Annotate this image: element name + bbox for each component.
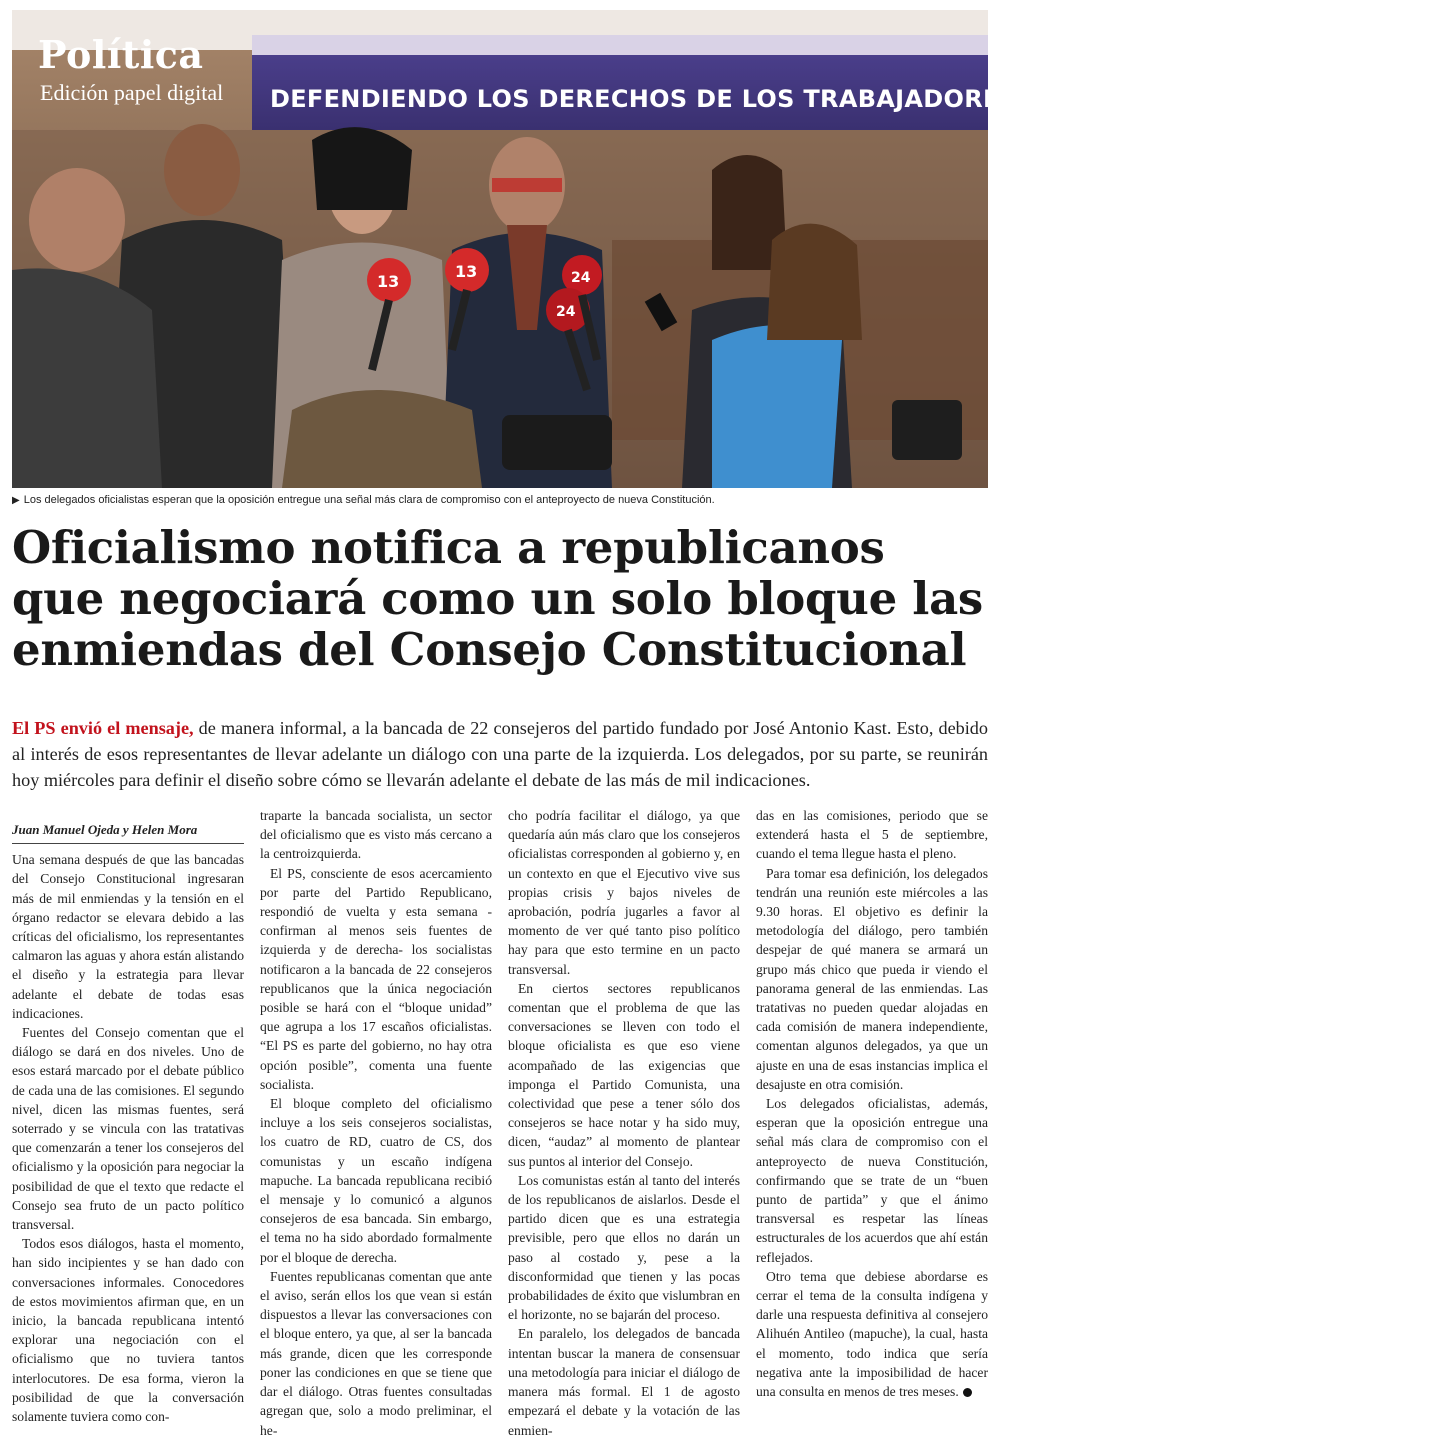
column-4-paragraph: das en las comisiones, periodo que se extenderá hasta el 5 de septiembre, cuando el tema llegue hasta el pleno. — [756, 808, 988, 862]
headline: Oficialismo notifica a republicanos que negociará como un solo bloque las enmiendas del Consejo Constitucional — [12, 521, 983, 676]
end-of-article-icon — [963, 1388, 972, 1397]
column-1-paragraph: Todos esos diálogos, hasta el momento, han sido incipientes y se han dado con conversaciones informales. Conocedores de estos movimientos afirman que, en un inicio, la bancada republicana intentó explorar una negociación con el oficialismo que no tuviera tantos interlocutores. De esa forma, vieron la posibilidad de que la conversación solamente tuviera como con- — [12, 1236, 244, 1425]
mic-label-3: 24 — [571, 270, 591, 286]
protest-banner-text: DEFENDIENDO LOS DERECHOS DE LOS TRABAJADORES Y TRABAJADORAS DEL ESTADO — [270, 85, 1447, 113]
column-3-paragraph: Los comunistas están al tanto del interés de los republicanos de aislarlos. Desde el partido dicen que es una estrategia previsible, pero que ellos no darán un paso al costado y, pese a la disconformidad que tienen y las pocas probabilidades de éxito que vislumbran en el horizonte, no se bajarán del proceso. — [508, 1172, 740, 1323]
lead-paragraph — [12, 715, 988, 793]
column-1-paragraph: Una semana después de que las bancadas del Consejo Constitucional ingresaran más de mil enmiendas y la tensión en el órgano redactor se elevara debido a las críticas del oficialismo, los representantes calmaron las aguas y ahora están alistando el diseño y la estrategia para llevar adelante el debate de todas esas indicaciones. — [12, 852, 244, 1021]
column-4-paragraph: Para tomar esa definición, los delegados tendrán una reunión este miércoles a las 9.30 horas. El objetivo es definir la metodología del diálogo, pero también despejar de qué manera se armará un grupo más chico que pueda ir viendo el panorama general de las enmiendas. Las tratativas no pueden quedar alojadas en cada comisión de manera independiente, comentan algunos delegados, ya que un ajuste en una de esas instancias implica el desajuste en otra comisión. — [756, 865, 988, 1092]
edition-label: Edición papel digital — [40, 80, 224, 105]
section-label: Política — [38, 32, 204, 77]
column-2-paragraph: Fuentes republicanas comentan que ante el aviso, serán ellos los que vean si están dispuestos a llevar las conversaciones con el bloque entero, ya que, al ser la bancada más grande, dicen que les corresponde poner las condiciones en que se tiene que dar el diálogo. Otras fuentes consultadas agregan que, solo a modo preliminar, el he- — [260, 1268, 492, 1438]
column-2-paragraph: El bloque completo del oficialismo incluye a los seis consejeros socialistas, los cuatro de RD, cuatro de CS, dos comunistas y un escaño indígena mapuche. La bancada republicana recibió el mensaje y lo comunicó a algunos consejeros de esa bancada. Sin embargo, el tema no ha sido abordado formalmente por el bloque de derecha. — [260, 1096, 492, 1265]
mic-label-4: 24 — [556, 304, 576, 320]
lead-text: de manera informal, a la bancada de 22 consejeros del partido fundado por José Antonio Kast. Esto, debido al interés de esos representantes de llevar adelante un diálogo con una parte de la izquierda. Los delegados, por su parte, se reunirán hoy miércoles para definir el diseño sobre cómo se llevarán adelante el debate de las más de mil indicaciones. — [12, 718, 988, 790]
column-4-paragraph — [756, 1267, 988, 1401]
column-3-paragraph: cho podría facilitar el diálogo, ya que quedaría aún más claro que los consejeros oficialistas corresponden al gobierno y, en un contexto en que el Ejecutivo vive sus propias crisis y bajos niveles de aprobación, podría jugarles a favor al momento de ver qué tanto piso político hay para que esto termine en un pacto transversal. — [508, 808, 740, 977]
caption-arrow-icon: ▶ — [12, 495, 20, 506]
article-photo — [12, 10, 1447, 488]
byline: Juan Manuel Ojeda y Helen Mora — [12, 820, 244, 844]
column-2-paragraph: traparte la bancada socialista, un sector del oficialismo que es visto más cercano a la centroizquierda. — [260, 808, 492, 862]
column-4-last-text: Otro tema que debiese abordarse es cerrar el tema de la consulta indígena y darle una respuesta definitiva al consejero Alihuén Antileo (mapuche), la cual, hasta el momento, todo indica que sería negativa ante la imposibilidad de hacer una consulta en menos de tres meses. — [756, 1268, 988, 1400]
photo-caption — [12, 494, 988, 506]
column-2 — [260, 806, 492, 1440]
column-3-paragraph: En paralelo, los delegados de bancada intentan buscar la manera de consensuar una metodología para iniciar el diálogo de manera más formal. El 1 de agosto empezará el debate y la votación de las enmien- — [508, 1326, 740, 1438]
column-2-paragraph: El PS, consciente de esos acercamiento por parte del Partido Republicano, respondió de vuelta y esta semana -confirman al menos seis fuentes de izquierda y de derecha- los socialistas notificaron a la bancada de 22 consejeros republicanos que la única negociación posible se hará con el “bloque unidad” que agrupa a los 17 escaños oficialistas. “El PS es parte del gobierno, no hay otra opción posible”, comenta una fuente socialista. — [260, 865, 492, 1092]
column-3-paragraph: En ciertos sectores republicanos comentan que el problema de que las conversaciones se lleven con todo el bloque oficialista es que eso viene acompañado de las exigencias que imponga el Partido Comunista, una colectividad que pese a tener sólo dos consejeros se hace notar y ha sido muy, dicen, “audaz” al momento de plantear sus puntos al interior del Consejo. — [508, 980, 740, 1169]
column-1 — [12, 806, 244, 1426]
lead-highlight: El PS envió el mensaje, — [12, 718, 194, 738]
mic-label-1: 13 — [377, 272, 400, 291]
column-1-paragraph: Fuentes del Consejo comentan que el diálogo se dará en dos niveles. Uno de esos estará marcado por el debate público de cada una de las comisiones. El segundo nivel, dicen las mismas fuentes, será soterrado y se vincula con las tratativas que comenzarán a tener los consejeros del oficialismo y la oposición para negociar la posibilidad de que el texto que redacte el Consejo sea fruto de un pacto político transversal. — [12, 1025, 244, 1233]
column-3 — [508, 806, 740, 1440]
mic-label-2: 13 — [455, 262, 478, 281]
caption-text: Los delegados oficialistas esperan que la oposición entregue una señal más clara de compromiso con el anteproyecto de nueva Constitución. — [23, 494, 715, 506]
column-4-paragraph: Los delegados oficialistas, además, esperan que la oposición entregue una señal más clara de compromiso con el anteproyecto de nueva Constitución, confirmando que se trate de un “buen punto de partida” y que el ánimo transversal es respetar las líneas estructurales de los acuerdos que ahí están reflejados. — [756, 1096, 988, 1265]
column-4 — [756, 806, 988, 1401]
